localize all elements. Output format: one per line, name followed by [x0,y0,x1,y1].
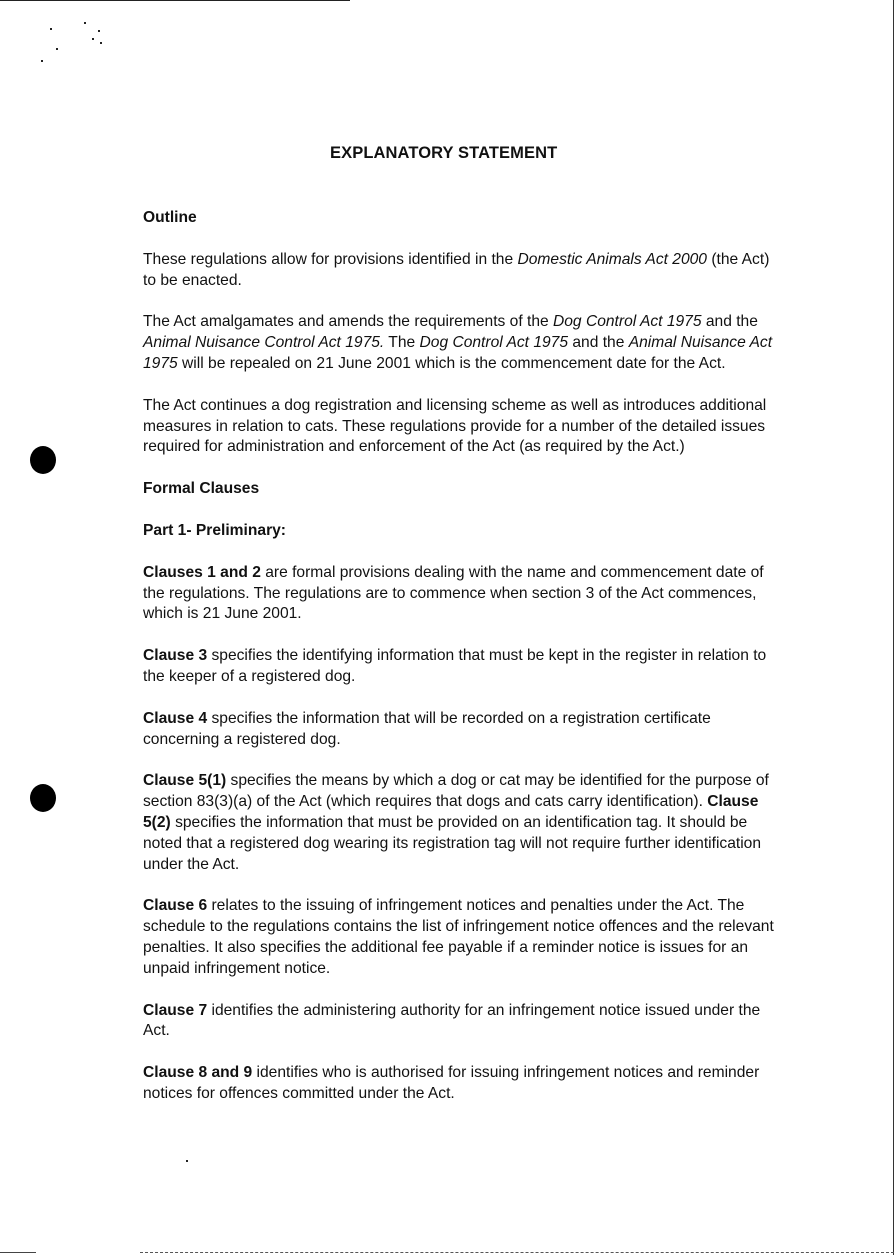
clause-3-paragraph [143,646,783,688]
clause-6-paragraph [143,896,783,979]
text: and the [701,313,758,331]
text: are formal provisions dealing with the name and commencement date of the regulations. The regulations are to commence when section 3 of the Act commences, which is 21 June 2001. [143,563,764,623]
clause-7-paragraph [143,1001,783,1043]
text: These regulations allow for provisions identified in the [143,250,518,268]
text: (the Act) to be enacted. [143,250,770,289]
heading-part-1: Part 1- Preliminary: [143,521,287,539]
clause-label: Clauses 1 and 2 [143,563,261,581]
clause-label: Clause 5(2) [143,793,759,831]
text: The Act amalgamates and amends the requirements of the [143,313,553,331]
clause-label: Clause 6 [143,897,208,915]
text: identifies the administering authority for an infringement notice issued under the Act. [143,1001,761,1040]
document-title: EXPLANATORY STATEMENT [330,144,558,162]
text: specifies the identifying information that must be kept in the register in relation to the keeper of a registered dog. [143,647,767,685]
act-title: Dog Control Act 1975 [419,334,569,352]
scan-speck [84,22,86,24]
punch-hole-lower [30,784,56,812]
outline-paragraph-1 [143,250,783,292]
act-title: Domestic Animals Act 2000 [517,250,707,268]
text: and the [568,334,629,352]
clause-label: Clause 4 [143,709,208,727]
outline-paragraph-2 [143,312,783,374]
clause-label: Clause 8 and 9 [143,1064,253,1082]
scan-speck [50,28,52,30]
scan-bottom-edge-left [0,1252,36,1253]
text: specifies the information that will be recorded on a registration certificate concerning a registered dog. [143,709,711,748]
scan-top-edge [0,0,350,1]
text: specifies the information that must be provided on an identification tag. It should be noted that a registered dog wearing its registration tag will not require further identification under the Act. [143,813,762,873]
heading-formal-clauses: Formal Clauses [143,480,260,498]
clause-label: Clause 3 [143,647,208,665]
scan-bottom-edge [140,1251,894,1253]
text: specifies the means by which a dog or cat may be identified for the purpose of section 83(3)(a) of the Act (which requires that dogs and cats carry identification). [143,772,769,811]
clause-label: Clause 7 [143,1001,208,1019]
heading-outline: Outline [143,209,197,226]
clause-label: Clause 5(1) [143,772,227,790]
scan-speck [100,42,102,44]
act-title: Animal Nuisance Control Act 1975. [143,334,385,352]
act-title: Animal Nuisance Act 1975 [143,334,773,372]
scan-speck [41,60,43,62]
document-body [143,208,783,1126]
outline-paragraph-3: The Act continues a dog registration and licensing scheme as well as introduces additional measures in relation to cats. These regulations provide for a number of the detailed issues required for administration and enforcement of the Act (as required by the Act.) [143,396,767,456]
clauses-1-2-paragraph [143,563,783,625]
clause-8-9-paragraph [143,1063,783,1105]
clause-4-paragraph [143,709,783,751]
act-title: Dog Control Act 1975 [553,313,702,331]
clause-5-paragraph [143,771,783,875]
text: identifies who is authorised for issuing infringement notices and reminder notices for offences committed under the Act. [143,1064,760,1102]
text: relates to the issuing of infringement notices and penalties under the Act. The schedule to the regulations contains the list of infringement notice offences and the relevant penalties. It also specifies the additional fee payable if a reminder notice is issues for an unpaid infringement notice. [143,897,774,977]
scan-speck [98,30,100,32]
text: will be repealed on 21 June 2001 which is the commencement date for the Act. [177,354,726,372]
scan-speck [186,1160,188,1162]
punch-hole-upper [30,446,56,474]
text: The [384,334,420,352]
scan-speck [56,48,58,50]
scan-speck [92,38,94,40]
